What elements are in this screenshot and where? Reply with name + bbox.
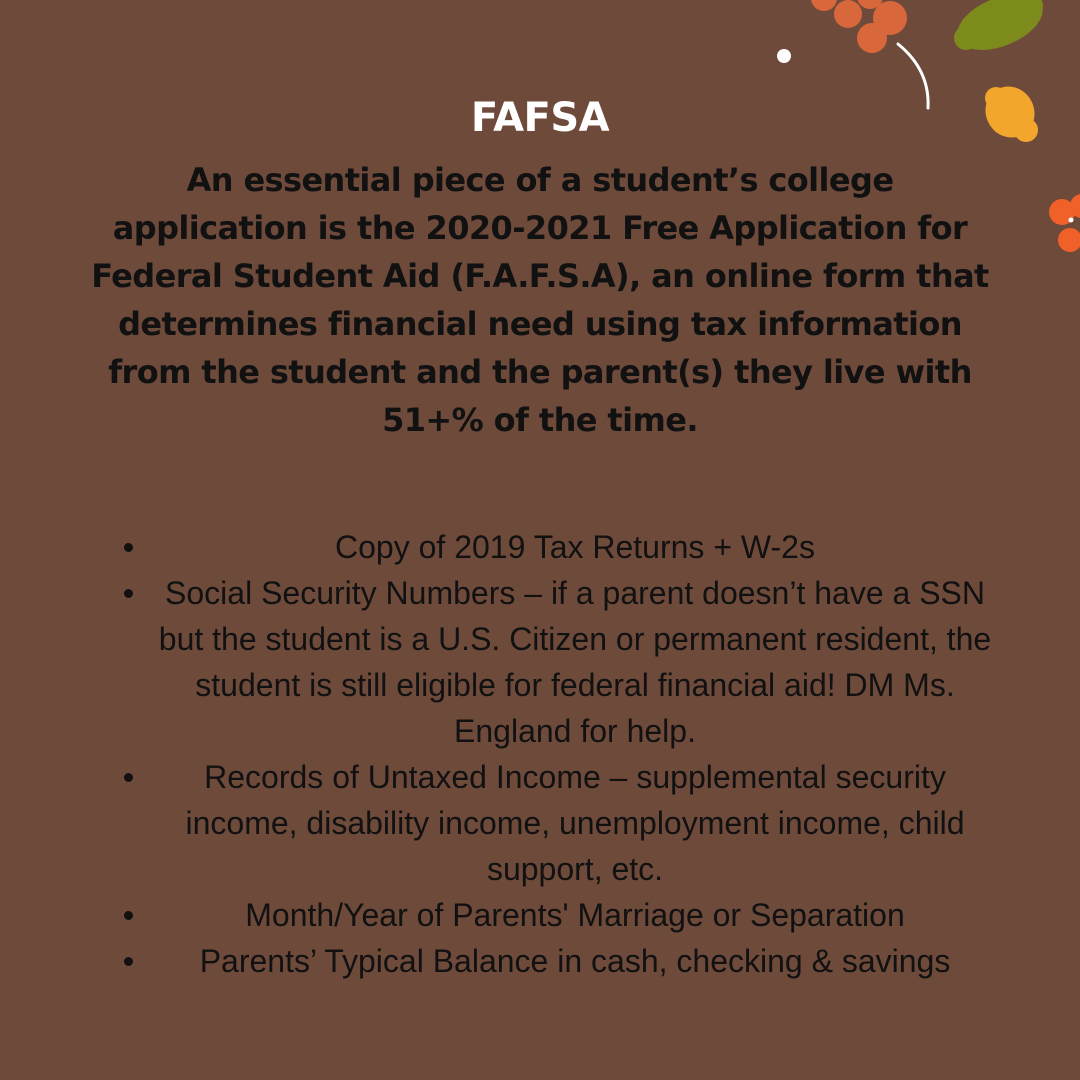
required-documents-list — [110, 524, 1000, 984]
list-item — [110, 892, 1000, 938]
list-item — [110, 570, 1000, 754]
list-item — [110, 938, 1000, 984]
intro-paragraph: An essential piece of a student’s college application is the 2020-2021 Free Application for Federal Student Aid (F.A.F.S.A), an online form that determines financial need using tax information from the student and the parent(s) they live with 51+% of the time. — [91, 161, 989, 439]
list-item-text: Records of Untaxed Income – supplemental security income, disability income, unemployment income, child support, etc. — [185, 759, 965, 887]
list-item-text: Month/Year of Parents' Marriage or Separation — [245, 897, 905, 933]
list-item — [110, 754, 1000, 892]
green-leaf-icon — [949, 0, 1050, 61]
list-item-text: Parents’ Typical Balance in cash, checking & savings — [199, 943, 951, 979]
list-item-text: Copy of 2019 Tax Returns + W-2s — [335, 529, 815, 565]
bullet-icon — [124, 957, 133, 966]
bullet-icon — [124, 911, 133, 920]
bullet-icon — [124, 589, 133, 598]
list-item-text: Social Security Numbers – if a parent doesn’t have a SSN but the student is a U.S. Citizen or permanent resident, the student is still eligible for federal financial aid! DM Ms. England for help. — [158, 575, 992, 749]
list-item — [110, 524, 1000, 570]
bullet-icon — [124, 543, 133, 552]
orange-flower-icon — [811, 0, 907, 53]
bullet-icon — [124, 773, 133, 782]
page-title: FAFSA — [470, 95, 610, 141]
white-dot-icon — [777, 49, 791, 63]
red-flower-icon — [1049, 194, 1080, 252]
